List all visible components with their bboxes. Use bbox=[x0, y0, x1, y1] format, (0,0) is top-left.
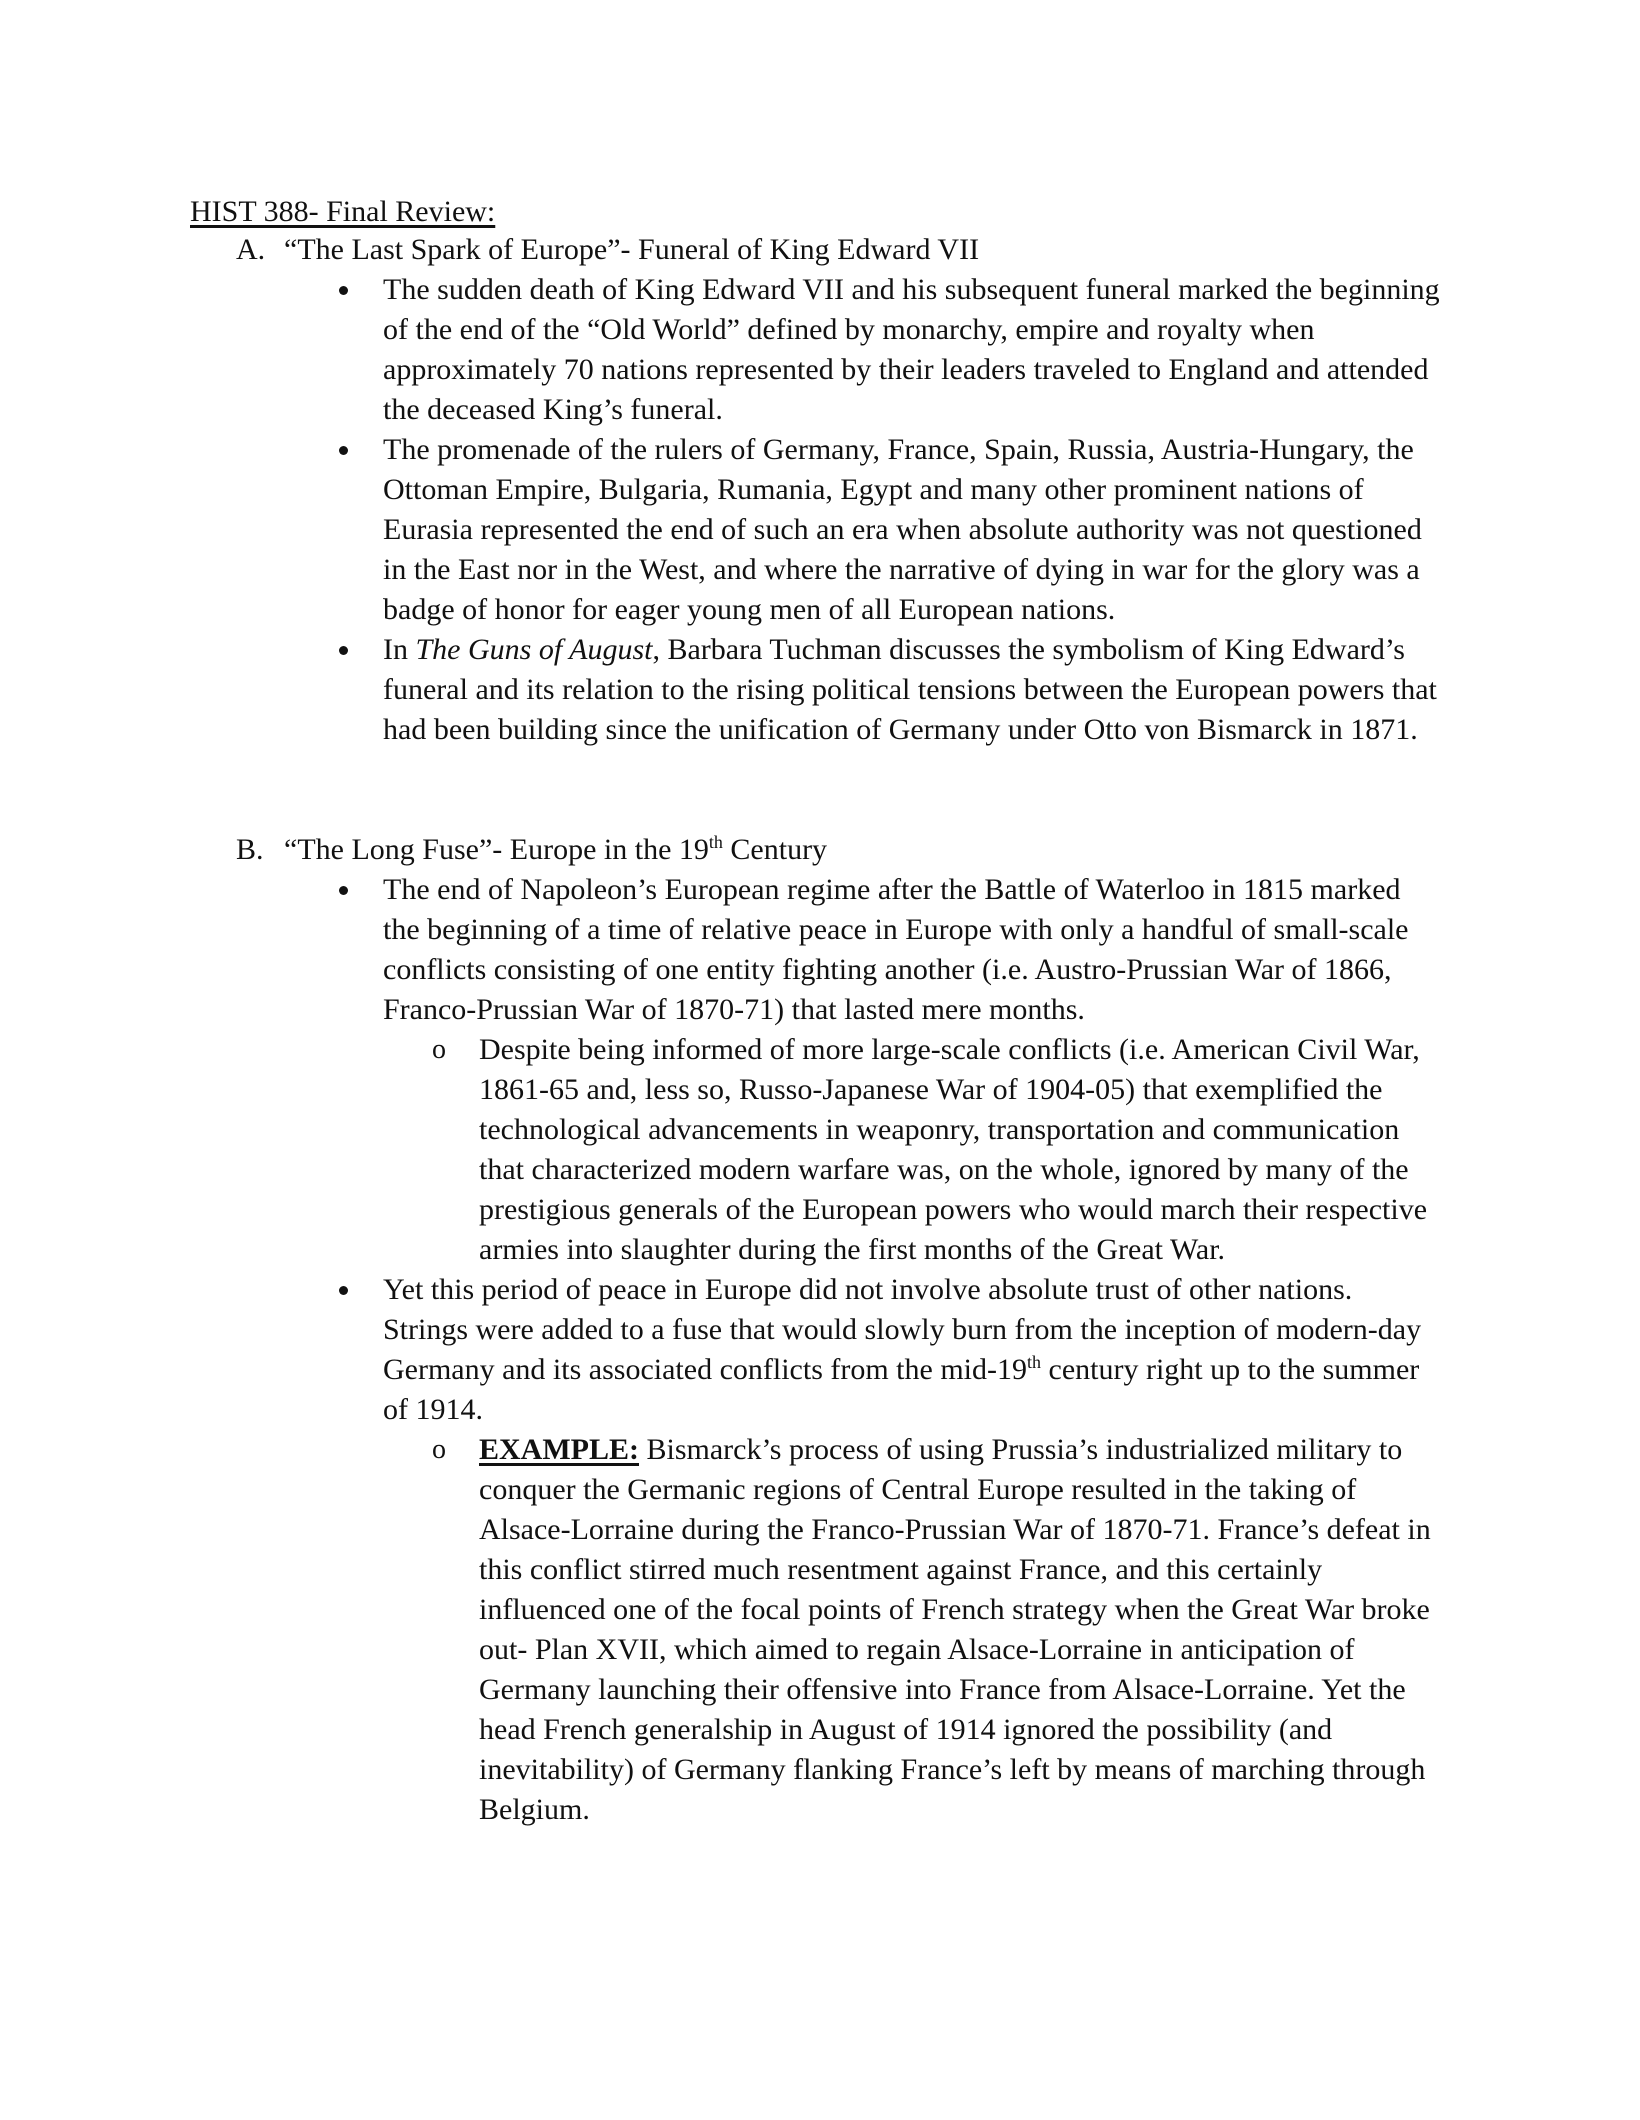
sub-bullet-icon: o bbox=[432, 1034, 446, 1065]
section-b-bullets bbox=[236, 870, 1436, 1830]
list-item bbox=[383, 430, 1443, 630]
bullet-text-prefix: In bbox=[383, 633, 416, 666]
bullet-text-after: century right up to the summer of 1914. bbox=[383, 1353, 1420, 1426]
bullet-text: The promenade of the rulers of Germany, France, Spain, Russia, Austria-Hungary, the Ottoman Empire, Bulgaria, Rumania, Egypt and many other prominent nations of Eurasia represented the end of such an era when absolute authority was not questioned in the East nor in the West, and where the narrative of dying in war for the glory was a badge of honor for eager young men of all European nations. bbox=[383, 433, 1422, 626]
section-a-letter: A. bbox=[236, 233, 266, 266]
bullet-icon bbox=[339, 1286, 348, 1295]
section-b-title-after: Century bbox=[722, 833, 828, 866]
bullet-icon bbox=[339, 446, 348, 455]
bullet-text-sup: th bbox=[1027, 1352, 1042, 1372]
sub-bullet-text: Bismarck’s process of using Prussia’s industrialized military to conquer the Germanic regions of Central Europe resulted in the taking of Alsace-Lorraine during the Franco-Prussian War of 1870-71. France’s defeat in this conflict stirred much resentment against France, and this certainly influenced one of the focal points of French strategy when the Great War broke out- Plan XVII, which aimed to regain Alsace-Lorraine in anticipation of Germany launching their offensive into France from Alsace-Lorraine. Yet the head French generalship in August of 1914 ignored the possibility (and inevitability) of Germany flanking France’s left by means of marching through Belgium. bbox=[479, 1433, 1431, 1826]
book-title: The Guns of August bbox=[415, 633, 653, 666]
bullet-text-rest: , Barbara Tuchman discusses the symbolism of King Edward’s funeral and its relation to the rising political tensions between the European powers that had been building since the unification of Germany under Otto von Bismarck in 1871. bbox=[383, 633, 1437, 746]
sub-list-item bbox=[432, 1030, 1443, 1270]
bullet-text: The sudden death of King Edward VII and his subsequent funeral marked the beginning of the end of the “Old World” defined by monarchy, empire and royalty when approximately 70 nations represented by their leaders traveled to England and attended the deceased King’s funeral. bbox=[383, 273, 1440, 426]
section-b-title-sup: th bbox=[708, 832, 723, 852]
sub-bullet-icon: o bbox=[432, 1434, 446, 1465]
bullet-icon bbox=[339, 886, 348, 895]
section-a-bullets bbox=[236, 270, 1440, 750]
sub-bullet-text: Despite being informed of more large-scale conflicts (i.e. American Civil War, 1861-65 and, less so, Russo-Japanese War of 1904-05) that exemplified the technological advancements in weaponry, transportation and communication that characterized modern warfare was, on the whole, ignored by many of the prestigious generals of the European powers who would march their respective armies into slaughter during the first months of the Great War. bbox=[479, 1033, 1428, 1266]
section-b bbox=[236, 830, 1436, 1830]
list-item bbox=[383, 870, 1443, 1270]
document-title: HIST 388- Final Review: bbox=[190, 195, 496, 228]
section-a-heading bbox=[236, 230, 1436, 270]
section-a bbox=[236, 230, 1440, 750]
section-b-title-before: “The Long Fuse”- Europe in the 19 bbox=[284, 833, 709, 866]
list-item bbox=[383, 630, 1443, 750]
sub-list-item bbox=[432, 1430, 1443, 1830]
list-item bbox=[383, 270, 1443, 430]
bullet-text: The end of Napoleon’s European regime after the Battle of Waterloo in 1815 marked the beginning of a time of relative peace in Europe with only a handful of small-scale conflicts consisting of one entity fighting another (i.e. Austro-Prussian War of 1866, Franco-Prussian War of 1870-71) that lasted mere months. bbox=[383, 873, 1409, 1026]
section-b-heading bbox=[236, 830, 1436, 870]
sub-list bbox=[383, 1430, 1443, 1830]
sub-list bbox=[383, 1030, 1443, 1270]
bullet-icon bbox=[339, 646, 348, 655]
section-b-letter: B. bbox=[236, 833, 264, 866]
list-item bbox=[383, 1270, 1443, 1830]
section-a-title: “The Last Spark of Europe”- Funeral of King Edward VII bbox=[284, 233, 980, 266]
bullet-text-before: Yet this period of peace in Europe did not involve absolute trust of other nations. Strings were added to a fuse that would slowly burn from the inception of modern-day Germany and its associated conflicts from the mid-19 bbox=[383, 1273, 1422, 1386]
bullet-icon bbox=[339, 286, 348, 295]
example-label: EXAMPLE: bbox=[479, 1433, 639, 1466]
